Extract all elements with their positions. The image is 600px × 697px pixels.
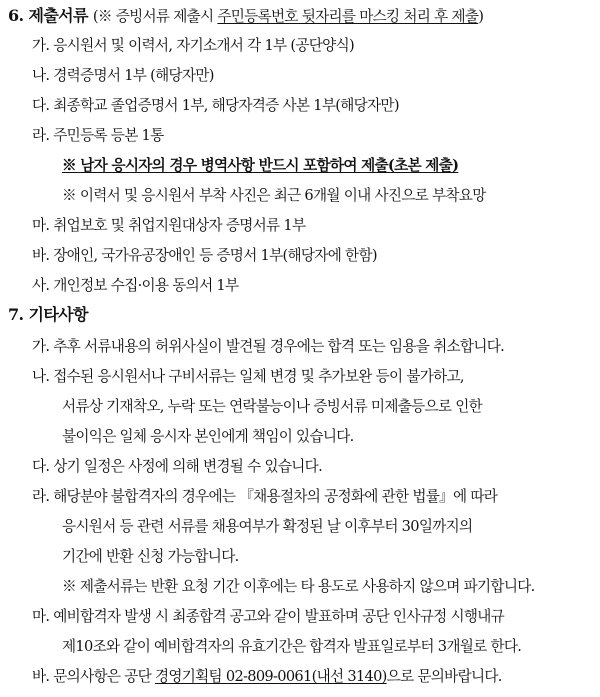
item-graduation-cert: 다. 최종학교 졸업증명서 1부, 해당자격증 사본 1부(해당자만) (32, 97, 399, 114)
item-document-return-line3: 기간에 반환 신청 가능합니다. (62, 548, 239, 565)
item-no-changes-line2: 서류상 기재착오, 누락 또는 연락불능이나 증빙서류 미제출등으로 인한 (62, 398, 483, 415)
section6-title: 6. 제출서류 (8, 6, 88, 25)
return-note: ※ 제출서류는 반환 요청 기간 이후에는 타 용도로 사용하지 않으며 파기합니다. (62, 578, 535, 595)
item-application-docs: 가. 응시원서 및 이력서, 자기소개서 각 1부 (공단양식) (32, 37, 354, 54)
item-no-changes-line1: 나. 접수된 응시원서나 구비서류는 일체 변경 및 추가보완 등이 불가하고, (32, 368, 464, 385)
section6-heading (8, 6, 483, 27)
item-resident-register: 라. 주민등록 등본 1통 (32, 127, 164, 144)
section6-note: (※ 증빙서류 제출시 주민등록번호 뒷자리를 마스킹 처리 후 제출) (92, 8, 484, 25)
photo-note: ※ 이력서 및 응시원서 부착 사진은 최근 6개월 이내 사진으로 부착요망 (62, 187, 486, 204)
item-reserve-candidates-line2: 제10조와 같이 예비합격자의 유효기간은 합격자 발표일로부터 3개월로 한다. (62, 638, 522, 655)
item-document-return-line2: 응시원서 등 관련 서류를 채용여부가 확정된 날 이후부터 30일까지의 (62, 518, 473, 535)
item-schedule-change: 다. 상기 일정은 사정에 의해 변경될 수 있습니다. (32, 458, 323, 475)
item-no-changes-line3: 불이익은 일체 응시자 본인에게 책임이 있습니다. (62, 428, 354, 445)
section7-title: 7. 기타사항 (8, 305, 88, 324)
military-service-note: ※ 남자 응시자의 경우 병역사항 반드시 포함하여 제출(초본 제출) (62, 157, 459, 174)
item-disability-cert: 바. 장애인, 국가유공장애인 등 증명서 1부(해당자에 한함) (32, 247, 377, 264)
item-document-return-line1: 라. 해당분야 불합격자의 경우에는 『채용절차의 공정화에 관한 법률』에 따라 (32, 488, 498, 505)
item-false-info: 가. 추후 서류내용의 허위사실이 발견될 경우에는 합격 또는 임용을 취소합니다. (32, 338, 505, 355)
item-privacy-consent: 사. 개인정보 수집·이용 동의서 1부 (32, 277, 239, 294)
item-inquiry: 바. 문의사항은 공단 경영기획팀 02-809-0061(내선 3140)으로 문의바랍니다. (32, 668, 502, 685)
contact-info: 경영기획팀 02-809-0061(내선 3140) (154, 668, 387, 685)
item-reserve-candidates-line1: 마. 예비합격자 발생 시 최종합격 공고와 같이 발표하며 공단 인사규정 시행내규 (32, 608, 505, 625)
item-employment-protection: 마. 취업보호 및 취업지원대상자 증명서류 1부 (32, 217, 306, 234)
item-career-cert: 나. 경력증명서 1부 (해당자만) (32, 67, 214, 84)
masking-instruction: 주민등록번호 뒷자리를 마스킹 처리 후 제출 (217, 8, 479, 25)
